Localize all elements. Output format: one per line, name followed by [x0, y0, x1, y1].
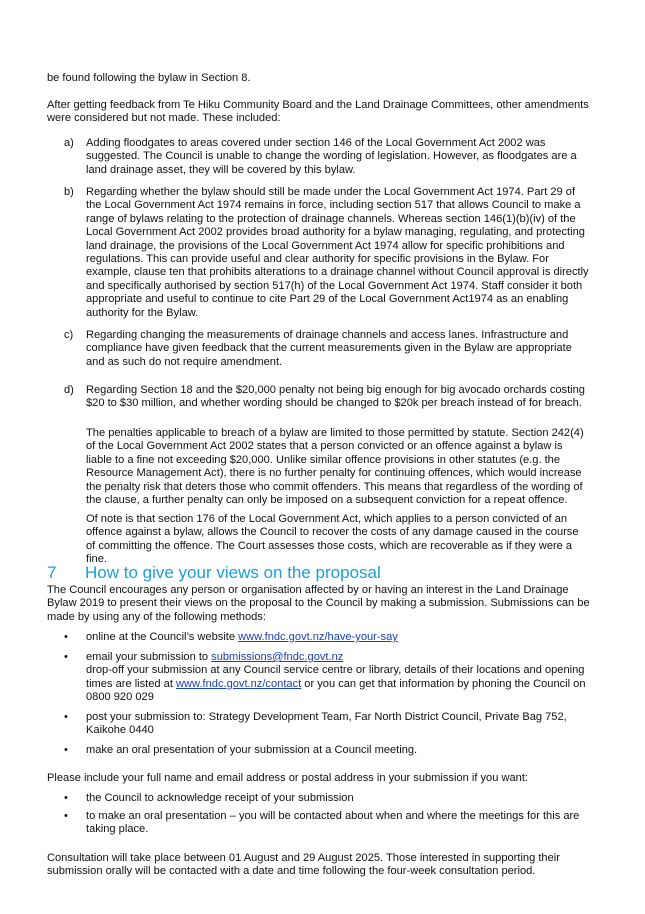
include-text: the Council to acknowledge receipt of your submission	[86, 792, 354, 804]
email-link[interactable]: submissions@fndc.govt.nz	[211, 651, 344, 663]
bullet-icon: •	[64, 744, 68, 756]
bullet-icon: •	[64, 631, 68, 643]
method-text: online at the Council’s website	[86, 631, 239, 643]
dropoff-suffix: or you can get that information by phoning the Council on 0800 920 029	[86, 677, 586, 704]
item-text: Adding floodgates to areas covered under section 146 of the Local Government Act 2002 was suggested. The Council is unable to change the wording of legislation. However, as floodgates are a land drainage asset, they will be covered by this bylaw.	[86, 137, 577, 176]
contact-link[interactable]: www.fndc.govt.nz/contact	[176, 677, 302, 690]
bullet-icon: •	[64, 810, 68, 822]
item-label: c)	[64, 329, 74, 341]
section-heading	[47, 563, 381, 583]
item-label: b)	[64, 186, 74, 198]
method-text: post your submission to: Strategy Development Team, Far North District Council, Private Bag 752, Kaikohe 0440	[86, 711, 567, 737]
consultation-text: Consultation will take place between 01 August and 29 August 2025. Those interested in supporting their submission orally will be contacted with a date and time following the four-week consultation period.	[47, 852, 560, 878]
method-text: email your submission to	[86, 651, 212, 663]
cost-recovery-paragraph: Of note is that section 176 of the Local Government Act, which applies to a person convicted of an offence against a bylaw, allows the Council to recover the costs of any damage caused in the course of committing the offence. The Court assesses those costs, which are recoverable as if they were a fine.	[86, 513, 579, 566]
bullet-icon: •	[64, 711, 68, 723]
item-text: Regarding whether the bylaw should still be made under the Local Government Act 1974. Part 29 of the Local Government Act 1974 remains in force, including section 517 that allows Council to make a range of bylaws relating to the protection of drainage channels. Whereas section 146(1)(b)(iv) of the Local Government Act 2002 provides broad authority for a bylaw managing, regulating, and protecting land drainage, the provisions of the Local Government Act 1974 allow for specific prohibitions and regulations. This can provide useful and clear authority for specific provisions in the Bylaw. For example, clause ten that prohibits alterations to a drainage channel without Council approval is directly and specifically authorised by section 517(h) of the Local Government Act 1974. Staff consider it both appropriate and useful to continue to cite Part 29 of the Local Government Act1974 as an enabling authority for the Bylaw.	[86, 186, 589, 319]
section-intro: The Council encourages any person or organisation affected by or having an interest in the Land Drainage Bylaw 2019 to present their views on the proposal to the Council by making a submission. Submissions can be made by using any of the following methods:	[47, 584, 590, 623]
item-text: Regarding Section 18 and the $20,000 penalty not being big enough for big avocado orchards costing $20 to $30 million, and whether wording should be changed to $20k per breach instead of for breach.	[86, 384, 585, 410]
penalty-paragraph: The penalties applicable to breach of a bylaw are limited to those permitted by statute. Section 242(4) of the Local Government Act 2002 states that a person convicted or an offence against a bylaw is liable to a fine not exceeding $20,000. Unlike similar offence provisions in other statutes (e.g. the Resource Management Act), there is no further penalty for continuing offences, which would increase the penalty risk that deters those who commit offenders. This means that regardless of the wording of the clause, a further penalty can only be imposed on a subsequent conviction for a repeat offence.	[86, 427, 584, 507]
include-intro: Please include your full name and email address or postal address in your submission if you want:	[47, 772, 528, 784]
item-label: a)	[64, 137, 74, 149]
dropoff-text: drop-off your submission at any Council service centre or library, details of their locations and opening times are listed at	[86, 664, 585, 690]
continuation-text: be found following the bylaw in Section 8.	[47, 72, 251, 84]
section-number: 7	[47, 563, 57, 582]
section-title: How to give your views on the proposal	[85, 563, 381, 582]
website-link[interactable]: www.fndc.govt.nz/have-your-say	[238, 631, 398, 643]
method-text: make an oral presentation of your submission at a Council meeting.	[86, 744, 418, 756]
item-text: Regarding changing the measurements of drainage channels and access lanes. Infrastructure and compliance have given feedback that the current measurements given in the Bylaw are appropriate and as such do not require amendment.	[86, 329, 572, 368]
bullet-icon: •	[64, 651, 68, 663]
item-label: d)	[64, 384, 74, 396]
bullet-icon: •	[64, 792, 68, 804]
amendments-intro: After getting feedback from Te Hiku Community Board and the Land Drainage Committees, other amendments were considered but not made. These included:	[47, 99, 589, 125]
include-text: to make an oral presentation – you will be contacted about when and where the meetings for this are taking place.	[86, 810, 580, 836]
